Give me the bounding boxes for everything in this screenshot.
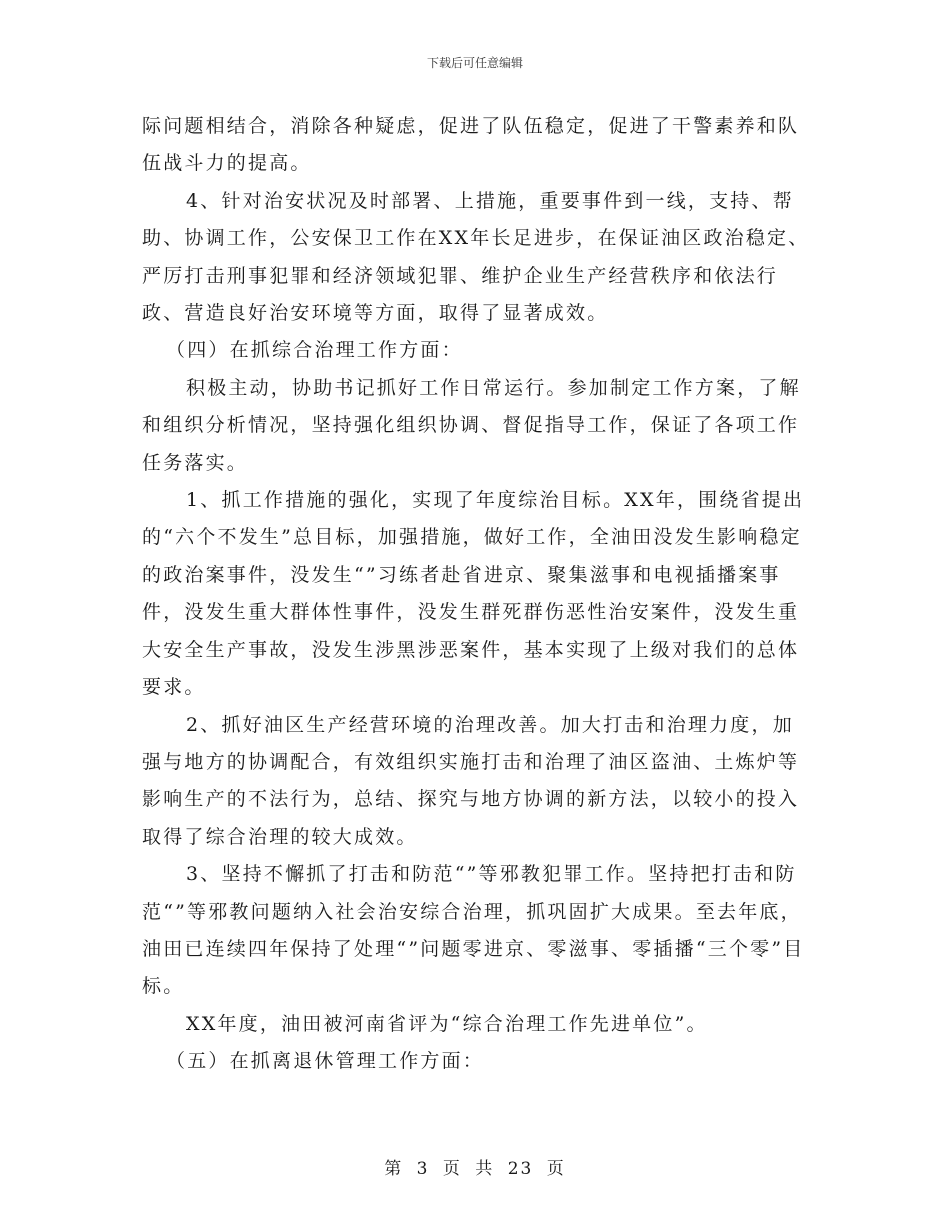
paragraph-item-1: 1、抓工作措施的强化，实现了年度综治目标。XX年，围绕省提出的“六个不发生”总目标，加强措施，做好工作，全油田没发生影响稳定的政治案事件，没发生“”习练者赴省进京、聚集滋事和电视插播案事件，没发生重大群体性事件，没发生群死群伤恶性治安案件，没发生重大安全生产事故，没发生涉黑涉恶案件，基本实现了上级对我们的总体要求。 [142, 489, 805, 699]
paragraph-award: XX年度，油田被河南省评为“综合治理工作先进单位”。 [186, 1012, 708, 1035]
paragraph-continuation: 际问题相结合，消除各种疑虑，促进了队伍稳定，促进了干警素养和队伍战斗力的提高。 [142, 115, 800, 175]
section-heading-5: （五）在抓离退休管理工作方面： [166, 1050, 485, 1073]
document-body [142, 108, 812, 1081]
page-footer [0, 1154, 950, 1179]
footer-label-page-unit: 页 [442, 1159, 462, 1179]
footer-label-total-unit: 页 [546, 1159, 566, 1179]
paragraph-item-4: 4、针对治安状况及时部署、上措施，重要事件到一线，支持、帮助、协调工作，公安保卫工作在XX年长足进步，在保证油区政治稳定、严厉打击刑事犯罪和经济领域犯罪、维护企业生产经营秩序和依法行政、营造良好治安环境等方面，取得了显著成效。 [142, 189, 810, 325]
paragraph-item-3: 3、坚持不懈抓了打击和防范“”等邪教犯罪工作。坚持把打击和防范“”等邪教问题纳入社会治安综合治理，抓巩固扩大成果。至去年底，油田已连续四年保持了处理“”问题零进京、零滋事、零插播“三个零”目标。 [142, 863, 805, 998]
footer-total-pages: 23 [507, 1159, 534, 1179]
paragraph-item-2: 2、抓好油区生产经营环境的治理改善。加大打击和治理力度，加强与地方的协调配合，有效组织实施打击和治理了油区盗油、土炼炉等影响生产的不法行为，总结、探究与地方协调的新方法，以较小的投入取得了综合治理的较大成效。 [142, 713, 800, 848]
section-heading-4: （四）在抓综合治理工作方面： [166, 339, 463, 362]
footer-label-total: 共 [475, 1159, 495, 1179]
footer-current-page: 3 [416, 1159, 430, 1179]
page-header-note: 下载后可任意编辑 [426, 56, 523, 70]
footer-label-page: 第 [384, 1159, 404, 1179]
paragraph-intro: 积极主动，协助书记抓好工作日常运行。参加制定工作方案，了解和组织分析情况，坚持强化组织协调、督促指导工作，保证了各项工作任务落实。 [142, 376, 801, 474]
